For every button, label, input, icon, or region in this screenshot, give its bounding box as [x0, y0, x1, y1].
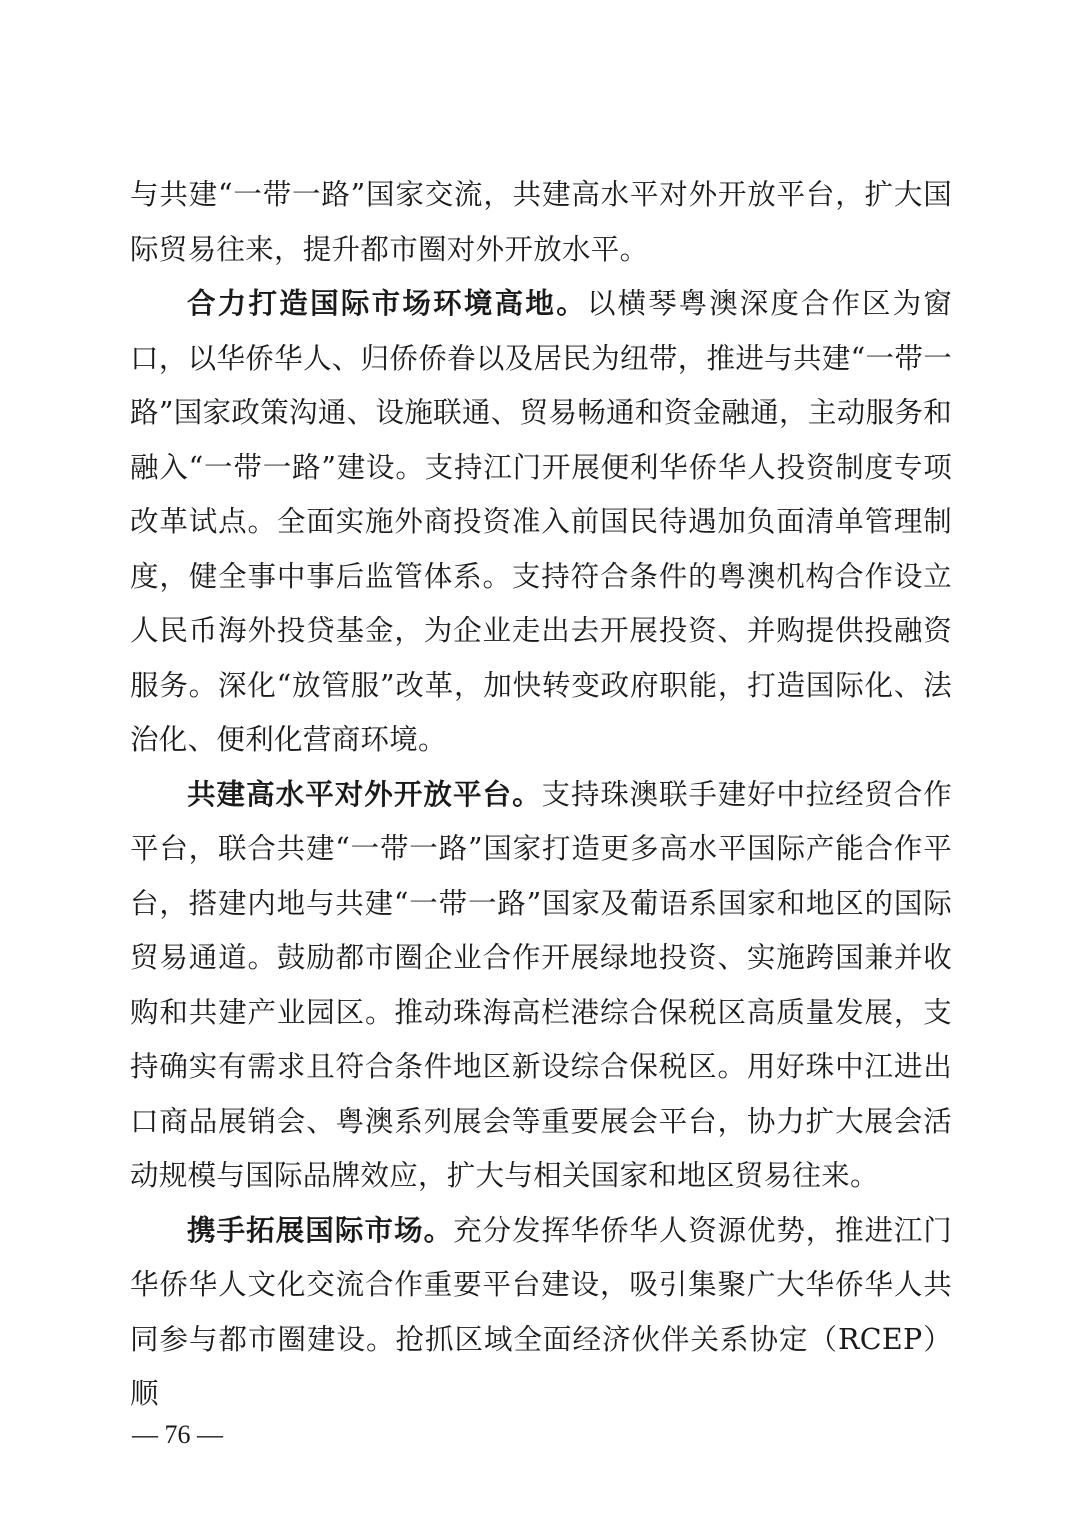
paragraph-text: 与共建“一带一路”国家交流，共建高水平对外开放平台，扩大国际贸易往来，提升都市圈对外开放水平。	[130, 178, 952, 266]
paragraph-continuation	[130, 168, 952, 277]
page-number: — 76 —	[132, 1420, 223, 1449]
paragraph-heading: 共建高水平对外开放平台。	[187, 777, 542, 811]
paragraph-international-market	[130, 1204, 952, 1422]
paragraph-text: 以横琴粤澳深度合作区为窗口，以华侨华人、归侨侨眷以及居民为纽带，推进与共建“一带一路”国家政策沟通、设施联通、贸易畅通和资金融通，主动服务和融入“一带一路”建设。支持江门开展便利华侨华人投资制度专项改革试点。全面实施外商投资准入前国民待遇加负面清单管理制度，健全事中事后监管体系。支持符合条件的粤澳机构合作设立人民币海外投贷基金，为企业走出去开展投资、并购提供投融资服务。深化“放管服”改革，加快转变政府职能，打造国际化、法治化、便利化营商环境。	[130, 287, 952, 756]
paragraph-opening-platform	[130, 768, 952, 1204]
document-body	[130, 168, 952, 1422]
paragraph-text: 充分发挥华侨华人资源优势，推进江门华侨华人文化交流合作重要平台建设，吸引集聚广大华侨华人共同参与都市圈建设。抢抓区域全面经济伙伴关系协定（RCEP）顺	[130, 1213, 952, 1410]
paragraph-text: 支持珠澳联手建好中拉经贸合作平台，联合共建“一带一路”国家打造更多高水平国际产能合作平台，搭建内地与共建“一带一路”国家及葡语系国家和地区的国际贸易通道。鼓励都市圈企业合作开展绿地投资、实施跨国兼并收购和共建产业园区。推动珠海高栏港综合保税区高质量发展，支持确实有需求且符合条件地区新设综合保税区。用好珠中江进出口商品展销会、粤澳系列展会等重要展会平台，协力扩大展会活动规模与国际品牌效应，扩大与相关国家和地区贸易往来。	[130, 777, 952, 1192]
paragraph-heading: 合力打造国际市场环境高地。	[187, 287, 587, 320]
paragraph-heading: 携手拓展国际市场。	[187, 1213, 454, 1247]
paragraph-market-environment	[130, 277, 952, 768]
